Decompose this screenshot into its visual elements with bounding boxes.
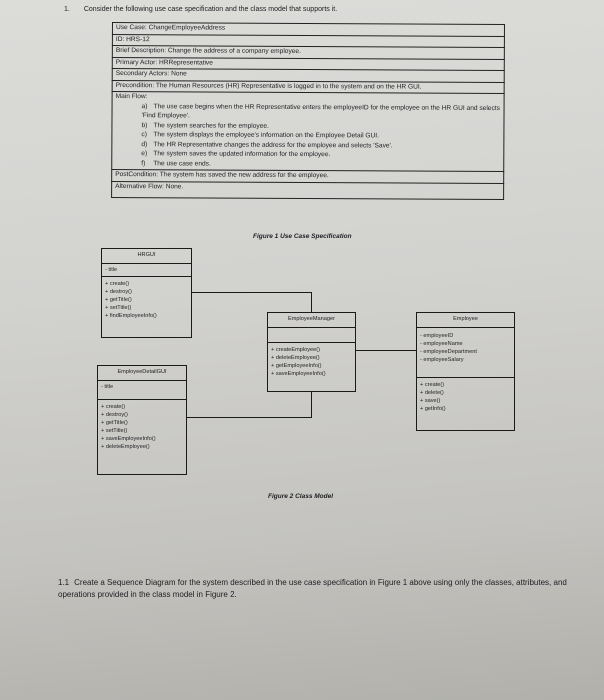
flow-step: e) The system saves the updated information for the employee. [141,150,331,159]
use-case-table [111,22,505,200]
figure1-caption: Figure 1 Use Case Specification [253,233,352,240]
figure2-caption: Figure 2 Class Model [268,493,334,500]
precondition: Precondition: The Human Resources (HR) Representative is logged in to the system and on the HR GUI. [112,80,504,94]
flow-step: b) The system searches for the employee. [141,121,269,130]
secondary-actors: Secondary Actors: None [112,69,504,83]
alternative-flow: Alternative Flow: None. [112,181,504,199]
flow-step: c) The system displays the employee's information on the Employee Detail GUI. [141,131,379,140]
class-attributes: - title [102,264,191,277]
main-flow-label: Main Flow: [115,93,148,101]
class-attributes: - employeeID - employeeName - employeeDepartment - employeeSalary [417,328,514,378]
association-line [311,292,312,312]
class-methods: + create() + destroy() + getTitle() + setTitle() + findEmployeeInfo() [105,281,157,319]
association-line [191,292,312,293]
class-hrgui: HRGUI - title + create() + destroy() + getTitle() + setTitle() + findEmployeeInfo() [101,248,192,338]
flow-step: f) The use case ends. [141,159,211,168]
class-attributes: - title [98,381,186,400]
question-intro: 1. Consider the following use case specification and the class model that supports it. [64,6,338,13]
task-text: 1.1 Create a Sequence Diagram for the system described in the use case specification in Figure 1 above using only the classes, attributes, and operations provided in the class model in Figure 2. [58,578,567,599]
association-line [311,392,312,418]
class-employee: Employee - employeeID - employeeName - employeeDepartment - employeeSalary + create() + delete() + save() + getInfo() [416,312,515,431]
class-employee-manager: EmployeeManager + createEmployee() + deleteEmployee() + getEmployeeInfo() + saveEmployeeInfo() [267,312,356,392]
class-attributes [268,328,355,343]
main-flow [112,92,504,172]
class-employee-detail-gui: EmployeeDetailGUI - title + create() + destroy() + getTitle() + setTitle() + saveEmployeeInfo() + deleteEmployee() [97,365,187,475]
use-case-id: ID: HRS-12 [112,34,504,48]
use-case-name: Use Case: ChangeEmployeeAddress [112,23,504,37]
class-methods: + create() + destroy() + getTitle() + setTitle() + saveEmployeeInfo() + deleteEmployee() [101,404,156,450]
main-flow-steps [115,102,500,171]
class-methods: + createEmployee() + deleteEmployee() + getEmployeeInfo() + saveEmployeeInfo() [271,347,326,377]
question-text: Consider the following use case specification and the class model that supports it. [83,6,338,13]
association-line [186,417,312,418]
brief-description: Brief Description: Change the address of a company employee. [112,46,504,60]
association-line [355,350,416,351]
flow-step: a) The use case begins when the HR Representative enters the employeeID for the employee on the HR GUI and selects 'Find Employee'. [141,102,500,120]
postcondition: PostCondition: The system has saved the new address for the employee. [112,170,504,184]
flow-step: d) The HR Representative changes the address for the employee and selects 'Save'. [141,140,393,149]
class-methods: + create() + delete() + save() + getInfo() [420,382,446,412]
primary-actor: Primary Actor: HRRepresentative [112,57,504,71]
